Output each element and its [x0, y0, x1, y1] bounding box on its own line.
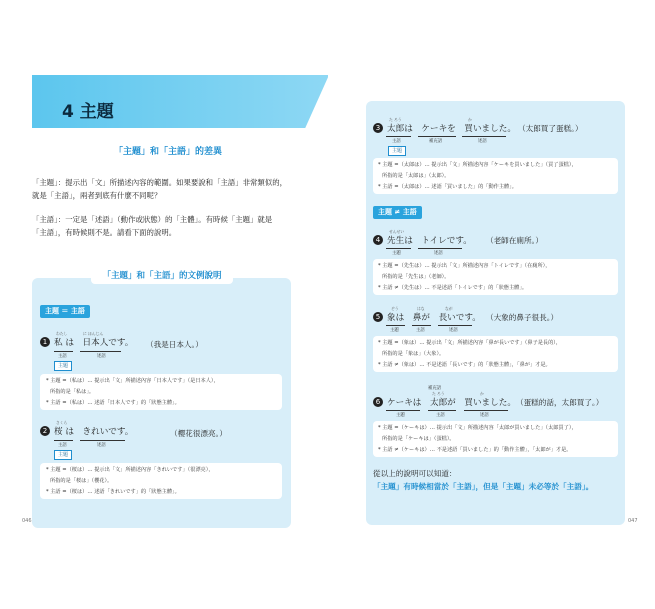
- ex1-number: 1: [40, 337, 50, 347]
- conclusion-statement: 「主題」有時候相當於「主語」，但是「主題」未必等於「主語」。: [373, 482, 594, 491]
- ex4-underline-topic: [386, 248, 411, 249]
- page-number-left: 046: [22, 518, 32, 524]
- ex5-note-1: * 主題 =（象は）… 提示出「文」所描述內容「鼻が長いです」（鼻子是長的），: [378, 340, 562, 346]
- ex5-note-2: 所指的是「象は」（大象）。: [382, 351, 445, 357]
- ex1-tag-subject: 主語: [58, 354, 67, 359]
- ex2-tag-subject: 主語: [58, 443, 67, 448]
- conclusion-intro: 從以上的說明可以知道：: [373, 469, 457, 478]
- ex6-tag-subject: 主語: [436, 413, 445, 418]
- ex6-tag-predicate: 述語: [480, 413, 489, 418]
- ex3-sentence: [373, 123, 516, 135]
- ex5-sentence-text: 象は 鼻が 長いです。: [387, 313, 481, 323]
- ex5-number: 5: [373, 312, 383, 322]
- ex1-note-3: * 主語 =（私は）… 述語「日本人です」的「狀態主體」。: [46, 400, 180, 406]
- ex5-tag-predicate: 述語: [449, 328, 458, 333]
- ex3-underline-complement: [418, 136, 456, 137]
- ex1-underline-subject: [54, 351, 73, 352]
- ex2-underline-subject: [54, 440, 73, 441]
- ex5-sentence: [373, 312, 481, 324]
- paragraph-2-line-2: 「主語」，有時候則不是。請看下面的說明。: [32, 228, 177, 237]
- ex4-sentence-text: 先生は トイレです。: [387, 236, 472, 246]
- ex5-underline-subject: [412, 325, 431, 326]
- ex4-ruby-1: せんせい: [389, 229, 405, 234]
- ex2-sentence: [40, 426, 133, 438]
- page-number-right: 047: [628, 518, 638, 524]
- paragraph-1-line-1: 「主題」：提示出「文」所描述內容的範圍。如果要說和「主語」非常類似的，: [32, 178, 287, 187]
- label-topic-equals-subject: 主題 ＝ 主語: [40, 305, 90, 318]
- ex6-number: 6: [373, 397, 383, 407]
- ex2-translation: （櫻花很漂亮。）: [170, 429, 227, 438]
- ex2-tag-predicate: 述語: [97, 443, 106, 448]
- ex5-note-3: * 主語 ≠（象は）… 不是述語「長いです」的「狀態主體」，「鼻が」才是。: [378, 362, 551, 368]
- ex4-translation: （老師在廁所。）: [486, 236, 543, 245]
- ex2-underline-predicate: [80, 440, 125, 441]
- ex6-note-2: 所指的是「ケーキは」（蛋糕）。: [382, 436, 455, 442]
- ex6-underline-subject: [428, 410, 456, 411]
- ex2-sentence-text: 桜 は きれいです。: [54, 427, 134, 437]
- ex1-tag-topic: 主題: [54, 361, 72, 371]
- ex1-sentence-text: 私 は 日本人です。: [54, 338, 134, 348]
- ex6-underline-topic: [386, 410, 420, 411]
- ex5-ruby-2: はな: [417, 306, 425, 311]
- examples-panel-title: 「主題」和「主語」的文例說明: [91, 268, 233, 284]
- ex3-tag-topic: 主題: [388, 146, 406, 156]
- ex3-underline-predicate: [462, 136, 506, 137]
- ex1-tag-predicate: 述語: [97, 354, 106, 359]
- ex1-sentence: [40, 337, 133, 349]
- ex5-underline-predicate: [438, 325, 472, 326]
- ex1-ruby-2: に ほんじん: [83, 331, 104, 336]
- ex4-note-3: * 主語 ≠（先生は）… 不是述語「トイレです」的「狀態主體」。: [378, 285, 528, 291]
- paragraph-2-line-1: 「主語」：一定是「述語」（動作或狀態）的「主體」。有時候「主題」就是: [32, 215, 273, 224]
- ex3-note-3: * 主語 =（太郎は）… 述語「買いました」的「動作主體」。: [378, 184, 517, 190]
- ex3-tag-predicate: 述語: [478, 139, 487, 144]
- ex4-number: 4: [373, 235, 383, 245]
- ex3-tag-subject: 主語: [392, 139, 401, 144]
- ex4-sentence: [373, 235, 472, 247]
- ex3-tag-complement: 補充語: [429, 139, 443, 144]
- ex4-tag-predicate: 述語: [434, 251, 443, 256]
- ex5-tag-subject: 主語: [416, 328, 425, 333]
- ex3-number: 3: [373, 123, 383, 133]
- ex2-note-1: * 主題 =（桜は）… 提示出「文」所描述內容「きれいです」（很漂亮），: [46, 467, 214, 473]
- ex6-note-3: * 主語 ≠（ケーキは）… 不是述語「買いました」的「動作主體」，「太郎が」才是。: [378, 447, 572, 453]
- ex1-note-2: 所指的是「私は」。: [50, 389, 95, 395]
- ex4-note-1: * 主題 =（先生は）… 提示出「文」所描述內容「トイレです」（在廁所），: [378, 263, 551, 269]
- page-title: 4 主題: [62, 102, 114, 122]
- ex1-note-1: * 主題 =（私は）… 提示出「文」所描述內容「日本人です」（是日本人），: [46, 378, 219, 384]
- ex2-tag-topic: 主題: [54, 450, 72, 460]
- ex5-tag-topic: 主題: [390, 328, 399, 333]
- ex6-tag-complement: 補充語: [428, 386, 442, 391]
- ex2-note-3: * 主語 =（桜は）… 述語「きれいです」的「狀態主體」。: [46, 489, 180, 495]
- ex4-underline-predicate: [418, 248, 462, 249]
- ex2-number: 2: [40, 426, 50, 436]
- ex6-note-1: * 主題 =（ケーキは）… 提示出「文」所描述內容「太郎が買いました」（太郎買了），: [378, 425, 577, 431]
- left-page: [0, 75, 327, 530]
- section-subheading: 「主題」和「主語」的差異: [114, 147, 223, 157]
- ex5-ruby-1: ぞう: [391, 306, 399, 311]
- ex3-note-2: 所指的是「太郎は」（太郎）。: [382, 173, 450, 179]
- paragraph-1-line-2: 就是「主語」，兩者到底有什麼不同呢？: [32, 191, 162, 200]
- ex5-translation: （大象的鼻子很長。）: [486, 313, 559, 322]
- ex4-note-2: 所指的是「先生は」（老師）。: [382, 274, 450, 280]
- ex4-tag-topic: 主題: [392, 251, 401, 256]
- ex3-note-1: * 主題 =（太郎は）… 提示出「文」所描述內容「ケーキを買いました」（買了蛋糕），: [378, 162, 577, 168]
- ex6-ruby-2: か: [480, 391, 484, 396]
- ex1-ruby-1: わたし: [56, 331, 68, 336]
- ex3-ruby-1: た ろう: [389, 117, 402, 122]
- ex3-underline-subject: [386, 136, 411, 137]
- ex2-note-2: 所指的是「桜は」（櫻花）。: [50, 478, 113, 484]
- ex1-translation: （我是日本人。）: [146, 340, 203, 349]
- ex2-ruby-1: さくら: [56, 420, 68, 425]
- ex6-underline-predicate: [464, 410, 508, 411]
- ex6-tag-topic: 主題: [396, 413, 405, 418]
- label-topic-not-subject: 主題 ≠ 主語: [373, 206, 422, 219]
- ex3-sentence-text: 太郎は ケーキを 買いました。: [387, 124, 516, 134]
- ex6-sentence-text: ケーキは 太郎が 買いました。: [387, 398, 516, 408]
- ex5-ruby-3: なが: [445, 306, 453, 311]
- ex5-underline-topic: [386, 325, 405, 326]
- ex6-sentence: [373, 397, 516, 409]
- ex6-translation: （蛋糕的話，太郎買了。）: [516, 398, 604, 407]
- ex6-ruby-1: た ろう: [432, 391, 445, 396]
- right-page: [328, 75, 655, 530]
- ex3-translation: （太郎買了蛋糕。）: [518, 124, 583, 133]
- ex1-underline-predicate: [80, 351, 121, 352]
- ex3-ruby-2: か: [468, 117, 472, 122]
